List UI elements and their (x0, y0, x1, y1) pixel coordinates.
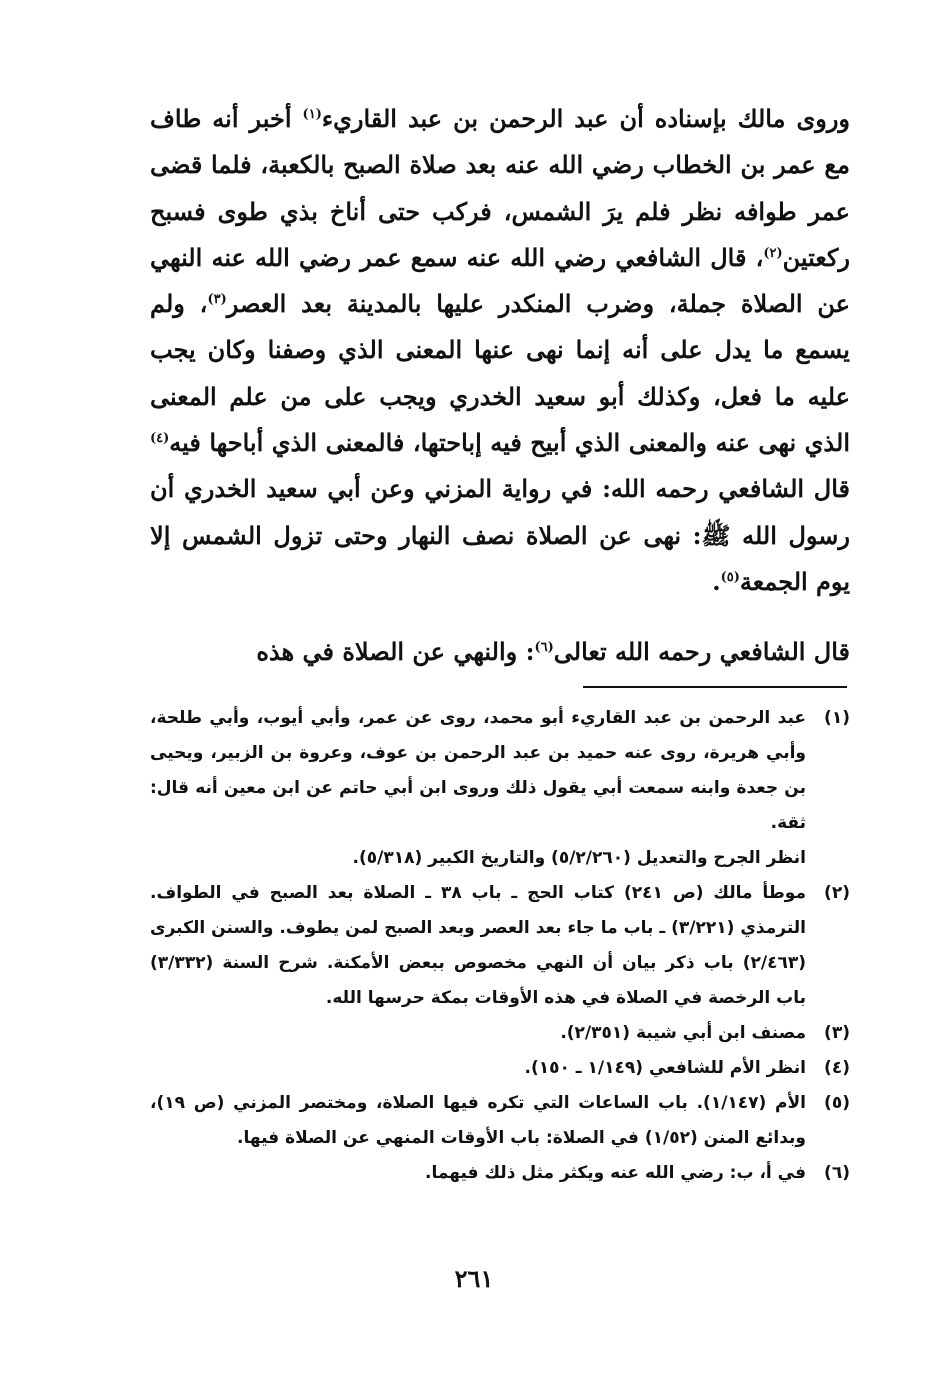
footnotes (150, 701, 850, 1191)
footnote-number: (٣) (824, 1023, 850, 1043)
footnote-divider (583, 686, 847, 688)
footnote-marker: (٣) (207, 292, 227, 308)
footnote-marker: (١) (302, 107, 322, 122)
footnote-body (150, 1051, 806, 1086)
text-run: : والنهي عن الصلاة في هذه (256, 637, 535, 667)
main-text (150, 96, 850, 676)
footnote-body (150, 1156, 806, 1191)
text-run: قال الشافعي رحمه الله: في رواية المزني وعن أبي سعيد الخدري أن رسول الله ﷺ: نهى عن الصلاة نصف النهار وحتى تزول الشمس إلا يوم الجمعة (150, 474, 850, 596)
footnote-3 (150, 1016, 850, 1051)
footnote-body (150, 1016, 806, 1051)
footnote-5 (150, 1086, 850, 1156)
text-run: قال الشافعي رحمه الله تعالى (553, 637, 850, 667)
footnote-6 (150, 1156, 850, 1191)
text-run: . (712, 566, 721, 596)
footnote-text: موطأ مالك (ص ٢٤١) كتاب الحج ـ باب ٣٨ ـ الصلاة بعد الصبح في الطواف. الترمذي (٣/٢٢١) ـ باب ما جاء بعد العصر وبعد الصبح لمن يطوف. والسنن الكبرى (٢/٤٦٣) باب ذكر بيان أن النهي مخصوص ببعض الأمكنة. شرح السنة (٣/٣٣٢) باب الرخصة في الصلاة في هذه الأوقات بمكة حرسها الله. (150, 883, 806, 1008)
text-run: ، ولم يسمع ما يدل على أنه إنما نهى عنها المعنى الذي وصفنا وكان يجب عليه ما فعل، وكذلك أبو سعيد الخدري ويجب على من علم المعنى الذي نهى عنه والمعنى الذي أبيح فيه إباحتها، فالمعنى الذي أباحها فيه (150, 289, 851, 458)
footnote-number: (٢) (824, 883, 850, 903)
footnote-1 (150, 701, 850, 876)
main-paragraph-2 (150, 629, 850, 675)
footnote-number: (٥) (824, 1093, 850, 1113)
footnote-text: انظر الجرح والتعديل (٥/٢/٢٦٠) والتاريخ الكبير (٥/٣١٨). (352, 848, 806, 868)
footnote-body (150, 1086, 806, 1156)
text-run: وروى مالك بإسناده أن عبد الرحمن بن عبد القاريء (321, 104, 850, 133)
footnote-2 (150, 876, 850, 1016)
footnote-4 (150, 1051, 850, 1086)
footnote-number: (٦) (824, 1163, 850, 1183)
text-run: ، قال الشافعي رضي الله عنه سمع عمر رضي الله عنه النهي عن الصلاة جملة، وضرب المنكدر عليها بالمدينة بعد العصر (150, 242, 850, 319)
page-number: ٢٦١ (454, 1264, 494, 1293)
main-paragraph-1 (150, 96, 850, 605)
footnote-number: (٤) (824, 1058, 850, 1078)
footnote-marker: (٦) (534, 640, 554, 656)
footnote-text: مصنف ابن أبي شيبة (٢/٣٥١). (560, 1023, 806, 1043)
footnote-marker: (٢) (763, 245, 783, 261)
footnote-marker: (٥) (720, 569, 740, 585)
footnote-text: الأم (١/١٤٧). باب الساعات التي تكره فيها الصلاة، ومختصر المزني (ص ١٩)، وبدائع المنن (١/٥٢) في الصلاة: باب الأوقات المنهي عن الصلاة فيها. (150, 1093, 806, 1148)
footnote-number: (١) (824, 708, 850, 728)
footnote-text: عبد الرحمن بن عبد القاريء أبو محمد، روى عن عمر، وأبي أيوب، وأبي طلحة، وأبي هريرة، روى عنه حميد بن عبد الرحمن بن عوف، وعروة بن الزبير، ويحيى بن جعدة وابنه سمعت أبي يقول ذلك وروى ابن أبي حاتم عن ابن معين أنه قال: ثقة. (150, 708, 806, 833)
text-run: أخبر أنه طاف مع عمر بن الخطاب رضي الله عنه بعد صلاة الصبح بالكعبة، فلما قضى عمر طوافه نظر فلم يرَ الشمس، فركب حتى أناخ بذي طوى فسبح ركعتين (150, 104, 850, 272)
footnote-marker: (٤) (150, 431, 170, 447)
footnote-body (150, 876, 806, 1016)
footnote-text: في أ، ب: رضي الله عنه ويكثر مثل ذلك فيهما. (425, 1163, 806, 1183)
footnote-body (150, 701, 806, 876)
footnote-text: انظر الأم للشافعي (١/١٤٩ ـ ١٥٠). (524, 1058, 806, 1078)
